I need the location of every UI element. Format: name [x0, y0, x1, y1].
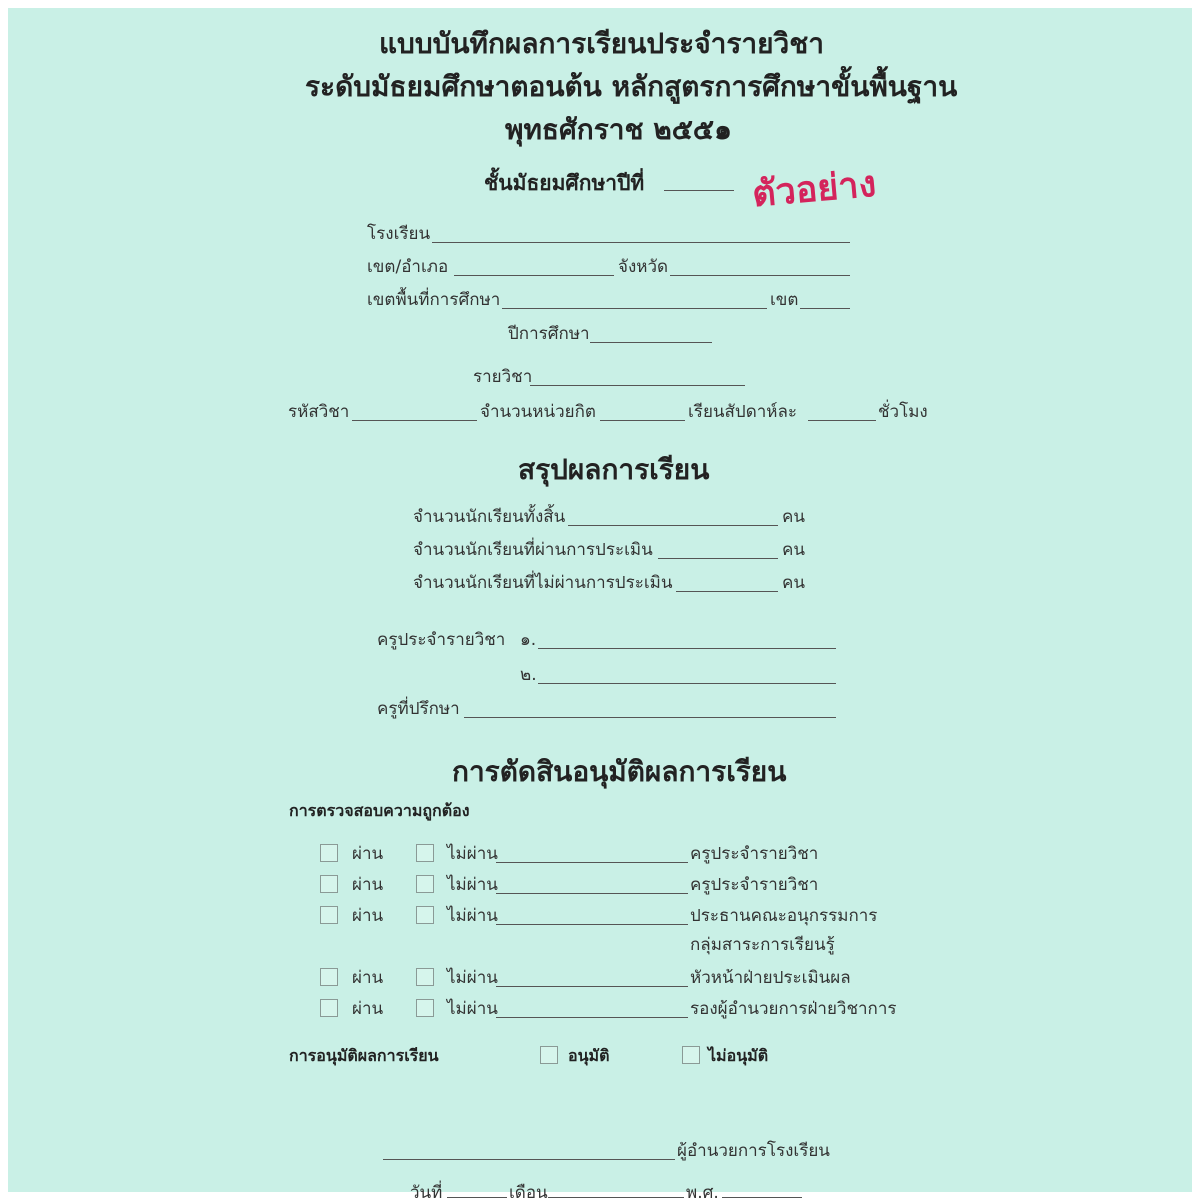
approve-label: อนุมัติ	[568, 1046, 610, 1065]
advisor-line	[464, 717, 836, 718]
passed-students-label: จำนวนนักเรียนที่ผ่านการประเมิน	[413, 540, 653, 560]
form-year-title: พุทธศักราช ๒๕๕๑	[505, 113, 732, 146]
role-label: รองผู้อำนวยการฝ่ายวิชาการ	[690, 999, 897, 1019]
fail-label: ไม่ผ่าน	[447, 999, 498, 1019]
year-line	[590, 342, 712, 343]
passed-unit: คน	[782, 540, 805, 560]
signature-line	[496, 1017, 688, 1018]
district-label: เขต/อำเภอ	[367, 257, 449, 277]
fail-checkbox[interactable]	[416, 999, 434, 1017]
pass-label: ผ่าน	[352, 875, 384, 895]
province-label: จังหวัด	[618, 257, 669, 277]
summary-heading: สรุปผลการเรียน	[518, 453, 710, 486]
fail-checkbox[interactable]	[416, 844, 434, 862]
weekly-label: เรียนสัปดาห์ละ	[688, 402, 798, 422]
area-number-line	[800, 308, 850, 309]
teacher-line-1	[538, 648, 836, 649]
pass-checkbox[interactable]	[320, 906, 338, 924]
approval-decision-label: การอนุมัติผลการเรียน	[289, 1046, 439, 1065]
weekly-line	[808, 420, 876, 421]
form-title: แบบบันทึกผลการเรียนประจำรายวิชา	[379, 27, 824, 60]
teacher-label: ครูประจำรายวิชา	[377, 630, 506, 650]
failed-students-line	[676, 591, 778, 592]
signature-line	[496, 924, 688, 925]
area-suffix: เขต	[770, 290, 799, 310]
fail-label: ไม่ผ่าน	[447, 906, 498, 926]
fail-checkbox[interactable]	[416, 968, 434, 986]
form-subtitle: ระดับมัธยมศึกษาตอนต้น หลักสูตรการศึกษาขั้นพื้นฐาน	[305, 70, 958, 103]
pass-label: ผ่าน	[352, 844, 384, 864]
pass-checkbox[interactable]	[320, 999, 338, 1017]
role-label: ครูประจำรายวิชา	[690, 844, 819, 864]
pass-label: ผ่าน	[352, 999, 384, 1019]
credits-line	[600, 420, 685, 421]
grade-label: ชั้นมัธยมศึกษาปีที่	[484, 171, 645, 195]
total-students-label: จำนวนนักเรียนทั้งสิ้น	[413, 507, 566, 527]
teacher-number-2: ๒.	[520, 665, 537, 685]
date-day-label: วันที่	[410, 1183, 443, 1203]
fail-checkbox[interactable]	[416, 875, 434, 893]
pass-checkbox[interactable]	[320, 844, 338, 862]
not-approve-checkbox[interactable]	[682, 1046, 700, 1064]
approve-checkbox[interactable]	[540, 1046, 558, 1064]
failed-students-label: จำนวนนักเรียนที่ไม่ผ่านการประเมิน	[413, 573, 673, 593]
pass-label: ผ่าน	[352, 968, 384, 988]
date-day-line	[447, 1197, 507, 1198]
province-line	[670, 275, 850, 276]
verification-heading: การตรวจสอบความถูกต้อง	[289, 801, 470, 820]
total-unit: คน	[782, 507, 805, 527]
area-line	[502, 308, 767, 309]
school-label: โรงเรียน	[367, 224, 431, 244]
fail-label: ไม่ผ่าน	[447, 968, 498, 988]
pass-checkbox[interactable]	[320, 968, 338, 986]
role-label: หัวหน้าฝ่ายประเมินผล	[690, 968, 851, 988]
approval-heading: การตัดสินอนุมัติผลการเรียน	[452, 755, 787, 788]
sample-stamp: ตัวอย่าง	[750, 163, 878, 216]
not-approve-label: ไม่อนุมัติ	[708, 1046, 769, 1065]
fail-checkbox[interactable]	[416, 906, 434, 924]
total-students-line	[568, 525, 778, 526]
fail-label: ไม่ผ่าน	[447, 875, 498, 895]
signature-line	[496, 862, 688, 863]
area-label: เขตพื้นที่การศึกษา	[367, 290, 501, 310]
director-label: ผู้อำนวยการโรงเรียน	[677, 1141, 830, 1161]
pass-checkbox[interactable]	[320, 875, 338, 893]
date-year-label: พ.ศ.	[686, 1183, 719, 1203]
code-line	[352, 420, 477, 421]
role-label-line2: กลุ่มสาระการเรียนรู้	[690, 935, 835, 955]
credits-label: จำนวนหน่วยกิต	[480, 402, 596, 422]
hours-label: ชั่วโมง	[878, 402, 928, 422]
role-label: ประธานคณะอนุกรรมการ	[690, 906, 878, 926]
director-signature-line	[383, 1159, 675, 1160]
school-line	[432, 242, 850, 243]
code-label: รหัสวิชา	[288, 402, 350, 422]
advisor-label: ครูที่ปรึกษา	[377, 699, 460, 719]
grade-line	[664, 190, 734, 191]
passed-students-line	[658, 558, 778, 559]
fail-label: ไม่ผ่าน	[447, 844, 498, 864]
date-year-line	[722, 1197, 802, 1198]
year-label: ปีการศึกษา	[508, 324, 590, 344]
signature-line	[496, 986, 688, 987]
teacher-line-2	[538, 683, 836, 684]
pass-label: ผ่าน	[352, 906, 384, 926]
signature-line	[496, 893, 688, 894]
failed-unit: คน	[782, 573, 805, 593]
subject-line	[530, 385, 745, 386]
date-month-line	[548, 1197, 684, 1198]
teacher-number-1: ๑.	[520, 630, 537, 650]
subject-label: รายวิชา	[473, 367, 533, 387]
role-label: ครูประจำรายวิชา	[690, 875, 819, 895]
district-line	[454, 275, 614, 276]
date-month-label: เดือน	[509, 1183, 548, 1203]
